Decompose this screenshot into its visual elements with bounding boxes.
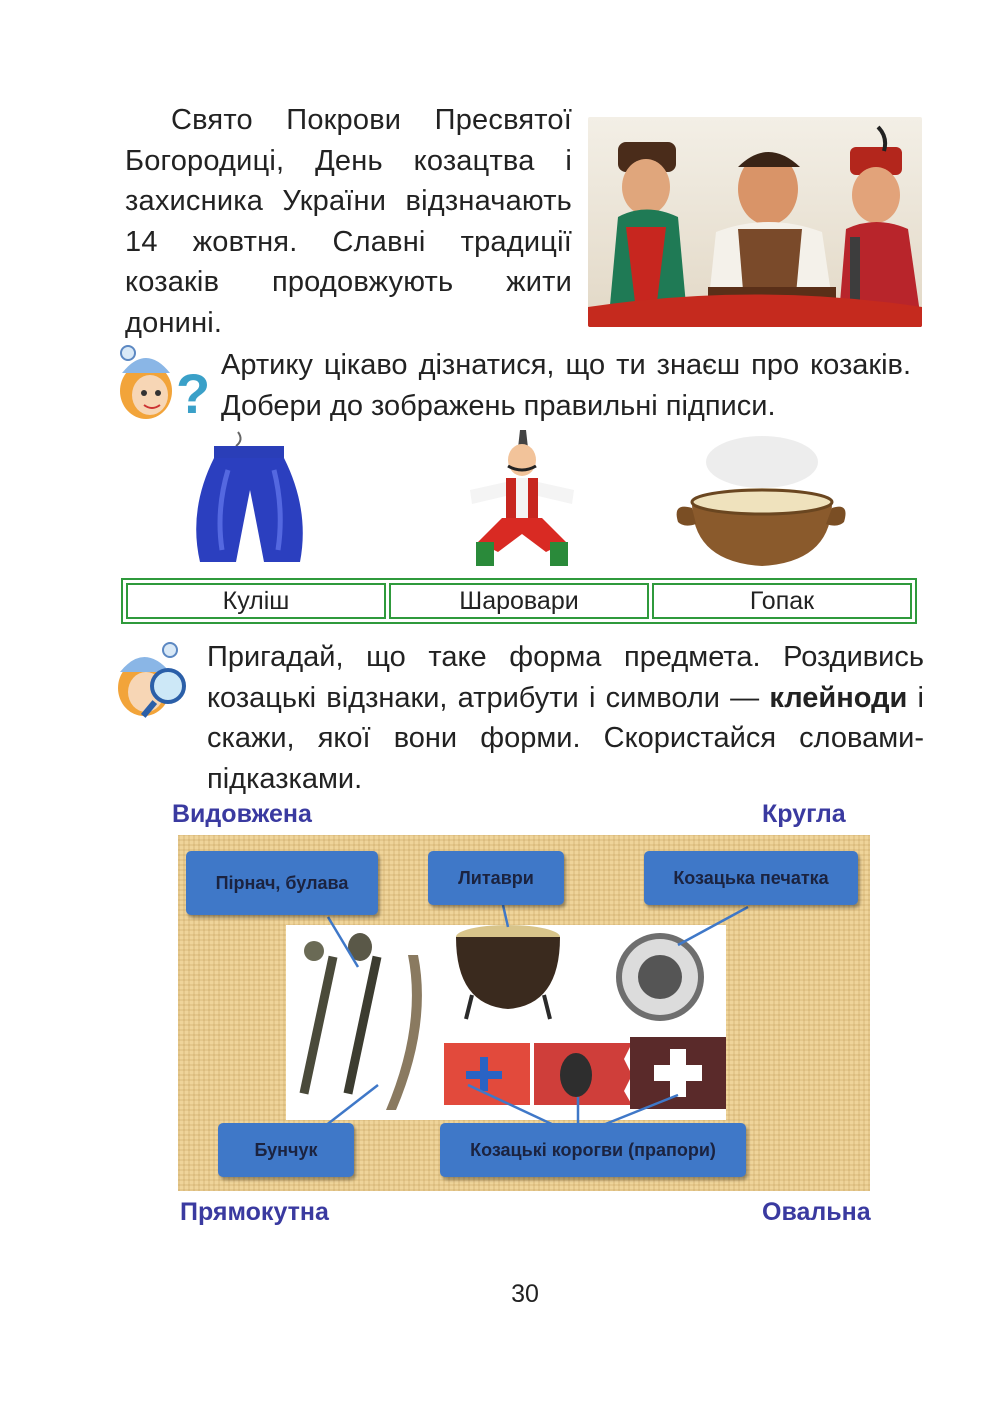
task2-text-before: Пригадай, що таке форма предмета. Роздивись козацькі відзнаки, атрибути і символи —	[207, 641, 924, 714]
task2-text-after: і скажи, якої вони форми. Скористайся словами-підказками.	[207, 681, 924, 795]
task1-text: Артику цікаво дізнатися, що ти знаєш про козаків. Добери до зображень правильні підписи.	[221, 349, 911, 422]
label-cell[interactable]: Куліш	[126, 583, 386, 619]
hint-round: Кругла	[762, 800, 846, 828]
labels-table	[121, 578, 917, 624]
cossacks-illustration-icon	[588, 117, 922, 327]
question-mascot-icon	[112, 343, 208, 425]
label-banners: Козацькі корогви (прапори)	[440, 1123, 746, 1177]
hint-rectangular: Прямокутна	[180, 1198, 329, 1226]
sharovary-trousers-icon	[178, 430, 318, 570]
page-number: 30	[511, 1280, 539, 1308]
hint-oval: Овальна	[762, 1198, 871, 1226]
magnifier-mascot-icon	[112, 642, 192, 722]
label-cell[interactable]: Гопак	[652, 583, 912, 619]
hint-elongated: Видовжена	[172, 800, 312, 828]
regalia-panel	[178, 835, 870, 1191]
svg-text:?: ?	[176, 362, 208, 425]
label-bunchuk: Бунчук	[218, 1123, 354, 1177]
label-pernach: Пірнач, булава	[186, 851, 378, 915]
task2-text	[207, 637, 924, 799]
kulish-pot-icon	[672, 432, 850, 572]
task2-bold-word: клейноди	[769, 681, 908, 714]
label-seal: Козацька печатка	[644, 851, 858, 905]
intro-paragraph: Свято Покрови Пресвятої Богородиці, День козацтва і захисника України відзначають 14 жовтня. Славні традиції козаків продовжують жити донині.	[125, 104, 572, 339]
label-cell[interactable]: Шаровари	[389, 583, 649, 619]
label-lytavry: Литаври	[428, 851, 564, 905]
hopak-dancer-icon	[462, 430, 582, 570]
